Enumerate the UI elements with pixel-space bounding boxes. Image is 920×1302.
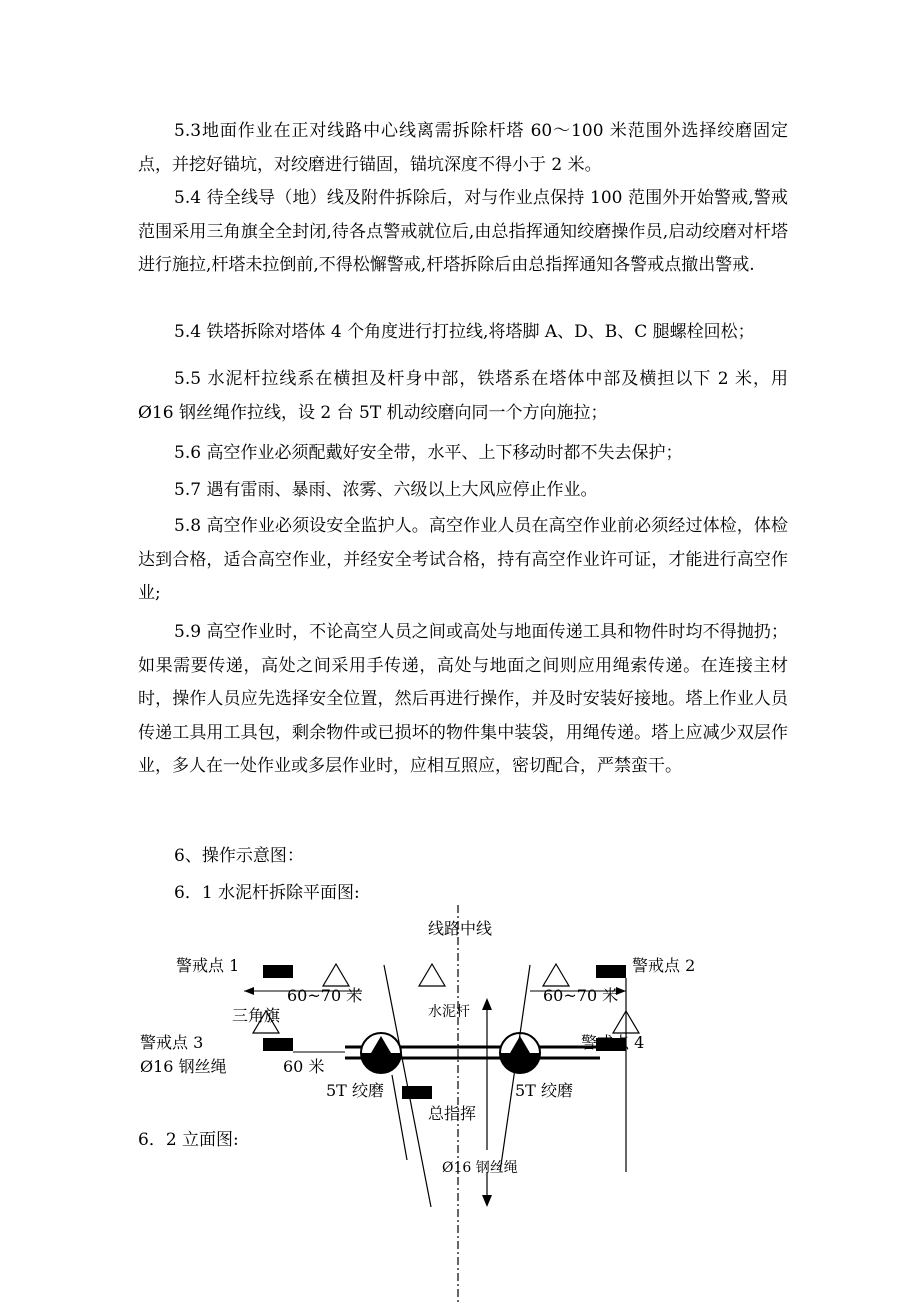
winch-left-label: 5T 绞磨 (326, 1081, 384, 1100)
guard-2-label: 警戒点 2 (632, 956, 696, 975)
paragraph-5-9: 5.9 高空作业时，不论高空人员之间或高处与地面传递工具和物件时均不得抛扔；如果需要传递，高处之间采用手传递，高处与地面之间则应用绳索传递。在连接主材时，操作人员应先选择安全位置，然后再进行操作，并及时安装好接地。塔上作业人员传递工具用工具包，剩余物件或已损坏的物件集中装袋，用绳传递。塔上应减少双层作业，多人在一处作业或多层作业时，应相互照应，密切配合，严禁蛮干。 (138, 622, 788, 776)
paragraph-5-7: 5.7 遇有雷雨、暴雨、浓雾、六级以上大风应停止作业。 (174, 480, 598, 500)
paragraph-5-6: 5.6 高空作业必须配戴好安全带，水平、上下移动时都不失去保护； (174, 443, 683, 463)
winch-right-label: 5T 绞磨 (515, 1081, 573, 1100)
guard-marker-3 (263, 1038, 293, 1051)
rope-left-label: Ø16 钢丝绳 (140, 1057, 227, 1076)
guard-1-label: 警戒点 1 (176, 956, 240, 975)
section-6-heading: 6、操作示意图： (174, 846, 304, 866)
sixty-meter-label: 60 米 (283, 1057, 325, 1076)
paragraph-5-8: 5.8 高空作业必须设安全监护人。高空作业人员在高空作业前必须经过体检，体检达到合格，适合高空作业，并经安全考试合格，持有高空作业许可证，才能进行高空作业; (138, 516, 788, 603)
triangle-flag-2 (419, 964, 445, 986)
commander-marker (402, 1086, 432, 1099)
center-line-label: 线路中线 (428, 919, 493, 938)
rope-bottom-label: Ø16 钢丝绳 (442, 1160, 518, 1176)
triangle-flag-label: 三角旗 (232, 1006, 281, 1025)
section-6-2-heading: 6．2 立面图: (138, 1130, 239, 1150)
distance-left-label: 60~70 米 (287, 986, 363, 1005)
paragraph-5-3: 5.3地面作业在正对线路中心线离需拆除杆塔 60～100 米范围外选择绞磨固定点，并挖好锚坑，对绞磨进行锚固，锚坑深度不得小于 2 米。 (138, 121, 788, 175)
guard-3-label: 警戒点 3 (140, 1033, 204, 1052)
paragraph-5-4a: 5.4 待全线导（地）线及附件拆除后，对与作业点保持 100 范围外开始警戒,警戒范围采用三角旗全全封闭,待各点警戒就位后,由总指挥通知绞磨操作员,启动绞磨对杆塔进行施拉,杆塔未拉倒前,不得松懈警戒,杆塔拆除后由总指挥通知各警戒点撤出警戒. (138, 188, 788, 275)
section-6-1-heading: 6．1 水泥杆拆除平面图: (174, 883, 360, 903)
paragraph-5-5: 5.5 水泥杆拉线系在横担及杆身中部，铁塔系在塔体中部及横担以下 2 米，用 Ø16 钢丝绳作拉线，设 2 台 5T 机动绞磨向同一个方向施拉； (138, 369, 788, 423)
guard-marker-1 (263, 965, 293, 978)
pole-label: 水泥杆 (428, 1004, 470, 1020)
distance-right-label: 60~70 米 (543, 986, 619, 1005)
guard-marker-2 (596, 965, 626, 978)
guard-4-label: 警戒点 4 (581, 1033, 645, 1052)
paragraph-5-4b: 5.4 铁塔拆除对塔体 4 个角度进行打拉线,将塔脚 A、D、B、C 腿螺栓回松； (174, 322, 755, 342)
commander-label: 总指挥 (428, 1104, 477, 1123)
